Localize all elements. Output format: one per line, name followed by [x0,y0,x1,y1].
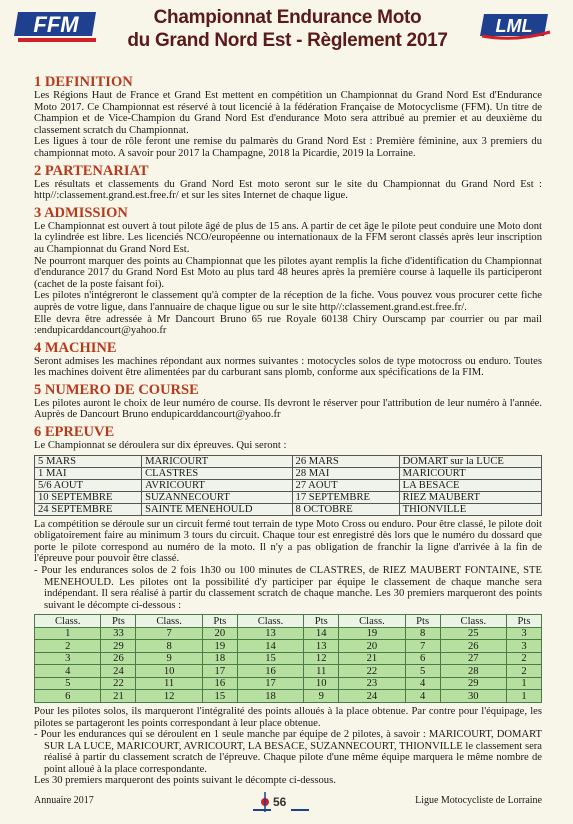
points-cell: 18 [202,652,237,665]
heading-epreuve: 6 EPREUVE [34,424,115,441]
points-header-cell: Class. [339,615,405,628]
calendar-row [35,491,542,503]
page-number-text: 56 [273,795,287,809]
definition-paragraph-1: Les Régions Haut de France et Grand Est mettent en compétition un Championnat du Grand Nord Est d'Endurance Moto 2017. Ce Championnat est réservé à tout licencié à la fédération Française de Motocyclisme (FFM). Un titre de Champion et de Vice-Champion du Grand Nord Est d'endurance Moto sera attribué au premier et au deuxième du classement scratch du Championnat. [34,90,542,136]
calendar-cell: 26 MARS [292,455,399,467]
points-cell: 24 [339,690,405,703]
points-cell: 1 [507,677,542,690]
points-header-cell: Pts [405,615,440,628]
points-cell: 29 [440,677,506,690]
calendar-cell: RIEZ MAUBERT [399,491,541,503]
points-header-cell: Pts [507,615,542,628]
points-cell: 26 [101,652,136,665]
points-cell: 7 [405,640,440,653]
definition-paragraph-2: Les ligues à tour de rôle feront une remise du palmarès du Grand Nord Est : Première féminine, aux 3 premiers du championnat moto. A savoir pour 2017 la Champagne, 2018 la Picardie, 2019 la Lorraine. [34,136,542,159]
calendar-table [34,455,542,516]
calendar-row [35,479,542,491]
page-title [105,6,470,52]
lml-logo [478,6,554,48]
points-cell: 12 [136,690,202,703]
points-cell: 16 [237,665,303,678]
calendar-cell: 27 AOUT [292,479,399,491]
calendar-cell: DOMART sur la LUCE [399,455,541,467]
admission-paragraph-3: Les pilotes n'intégreront le classement qu'à compter de la réception de la fiche. Vous pouvez vous procurer cette fiche auprès de votre ligue, dans l'annuaire de chaque ligue ou sur le site http//:classement.grand.est.free.fr/. [34,290,542,313]
points-cell: 6 [35,690,101,703]
points-cell: 12 [304,652,339,665]
points-table [34,614,542,703]
calendar-cell: MARICOURT [142,455,292,467]
epreuve-intro: Le Championnat se déroulera sur dix épreuves. Qui seront : [34,440,287,452]
calendar-cell: AVRICOURT [142,479,292,491]
points-row [35,640,542,653]
points-cell: 10 [304,677,339,690]
points-cell: 30 [440,690,506,703]
ffm-logo-text: FFM [33,12,79,37]
points-cell: 17 [237,677,303,690]
lml-logo-text: LML [495,16,533,36]
points-cell: 3 [507,640,542,653]
points-cell: 19 [339,627,405,640]
points-cell: 16 [202,677,237,690]
points-cell: 8 [405,627,440,640]
points-header-cell: Class. [440,615,506,628]
points-header-cell: Class. [237,615,303,628]
heading-definition: 1 DEFINITION [34,74,133,90]
points-cell: 26 [440,640,506,653]
points-header-row [35,615,542,628]
points-cell: 22 [339,665,405,678]
points-cell: 11 [304,665,339,678]
calendar-cell: LA BESACE [399,479,541,491]
points-cell: 14 [304,627,339,640]
points-cell: 25 [440,627,506,640]
points-cell: 4 [35,665,101,678]
points-row [35,677,542,690]
calendar-row [35,467,542,479]
points-cell: 13 [237,627,303,640]
footer-right: Ligue Motocycliste de Lorraine [415,795,542,806]
points-header-cell: Pts [101,615,136,628]
title-line-1: Championnat Endurance Moto [153,7,422,28]
calendar-cell: THIONVILLE [399,503,541,515]
points-cell: 8 [136,640,202,653]
calendar-cell: 8 OCTOBRE [292,503,399,515]
points-cell: 2 [35,640,101,653]
points-cell: 9 [304,690,339,703]
points-row [35,665,542,678]
calendar-cell: SAINTE MENEHOULD [142,503,292,515]
numero-paragraph: Les pilotes auront le choix de leur numéro de course. Ils devront le réserver pour l'attribution de leur numéro à l'année. Auprès de Dancourt Bruno endupicarddancourt@yahoo.fr [34,397,542,421]
points-cell: 28 [440,665,506,678]
points-cell: 22 [101,677,136,690]
points-header-cell: Class. [136,615,202,628]
points-row [35,690,542,703]
epreuve-paragraph: La compétition se déroule sur un circuit fermé tout terrain de type Moto Cross ou enduro. Pour être classé, le pilote doit obligatoirement faire au minimum 3 tours du circuit. Chaque tour est enregistré dès lors que le numéro du dossard que porte le pilote correspond au numéro de la moto. Il n'y a pas obligation de franchir la ligne d'arrivée à la fin de l'épreuve pour pouvoir être classé. [34,518,542,565]
points-cell: 14 [237,640,303,653]
heading-machine: 4 MACHINE [34,339,117,356]
admission-paragraph-1: Le Championnat est ouvert à tout pilote âgé de plus de 15 ans. A partir de cet âge le pilote peut conduire une Moto dont la cylindrée est libre. Les licenciés NCO/européenne ou internationaux de la FFM seront classés après leur inscription au Championnat du Grand Nord Est. [34,220,542,255]
calendar-cell: 24 SEPTEMBRE [35,503,142,515]
points-cell: 5 [35,677,101,690]
admission-paragraph-2: Ne pourront marquer des points au Championnat que les pilotes ayant remplis la fiche d'identification du Championnat d'endurance 2017 du Grand Nord Est Moto au plus tard 48 heures après la première course à laquelle ils participeront (cachet de la poste faisant foi). [34,255,542,290]
points-cell: 1 [507,690,542,703]
calendar-cell: 5 MARS [35,455,142,467]
points-cell: 27 [440,652,506,665]
footer-left: Annuaire 2017 [34,795,94,806]
points-cell: 21 [339,652,405,665]
machine-paragraph: Seront admises les machines répondant aux normes suivantes : motocycles solos de type motocross ou enduro. Toutes les machines doivent être alimentées par du carburant sans plomb, conforme aux spécifications de la FIM. [34,355,542,379]
points-cell: 29 [101,640,136,653]
title-line-2: du Grand Nord Est - Règlement 2017 [127,30,448,51]
calendar-row [35,455,542,467]
points-cell: 19 [202,640,237,653]
points-cell: 17 [202,665,237,678]
points-cell: 3 [35,652,101,665]
ffm-logo [14,6,100,48]
points-cell: 21 [101,690,136,703]
points-cell: 2 [507,665,542,678]
points-cell: 9 [136,652,202,665]
calendar-cell: 17 SEPTEMBRE [292,491,399,503]
points-cell: 4 [405,690,440,703]
points-row [35,652,542,665]
points-paragraph: Pour les pilotes solos, ils marqueront l'intégralité des points alloués à la place obtenue. Par contre pour l'équipage, les pilotes se partageront les points correspondant à leur place obtenue. [34,705,542,729]
calendar-cell: MARICOURT [399,467,541,479]
points-cell: 1 [35,627,101,640]
calendar-cell: 28 MAI [292,467,399,479]
points-row [35,627,542,640]
admission-paragraph-4: Elle devra être adressée à Mr Dancourt Bruno 65 rue Royale 60138 Chiry Ourscamp par courrier ou par mail :endupicarddancourt@yahoo.fr [34,313,542,337]
points-header-cell: Pts [202,615,237,628]
calendar-cell: CLASTRES [142,467,292,479]
partenariat-paragraph: Les résultats et classements du Grand Nord Est moto seront sur le site du Championnat du Grand Nord Est : http//:classement.grand.est.free.fr/ et sur les sites Internet de chaque ligue. [34,178,542,202]
points-cell: 33 [101,627,136,640]
points-cell: 15 [202,690,237,703]
points-cell: 7 [136,627,202,640]
points-cell: 15 [237,652,303,665]
calendar-cell: SUZANNECOURT [142,491,292,503]
epreuve-bullet-1: - Pour les endurances solos de 2 fois 1h30 ou 100 minutes de CLASTRES, de RIEZ MAUBERT FONTAINE, STE MENEHOULD. Les pilotes ont la possibilité d'y participer par équipe le classement de chaque manche sera indépendant. Il sera réalisé à partir du classement scratch de chaque manche. Les 30 premiers marqueront des points suivant le décompte ci-dessous : [34,565,542,611]
points-cell: 20 [202,627,237,640]
points-cell: 11 [136,677,202,690]
points-cell: 4 [405,677,440,690]
heading-numero: 5 NUMERO DE COURSE [34,381,199,398]
epreuve-bullet-2: - Pour les endurances qui se déroulent en 1 seule manche par équipe de 2 pilotes, à savoir : MARICOURT, DOMART SUR LA LUCE, MARICOURT, AVRICOURT, LA BESACE, SUZANNECOURT, THIONVILLE le classement sera réalisé à partir du classement scratch de l'épreuve. Chaque pilote d'une même équipe marquera le même nombre de point alloué à la place correspondante. [34,729,542,775]
points-cell: 3 [507,627,542,640]
points-cell: 20 [339,640,405,653]
epreuve-last: Les 30 premiers marqueront des points suivant le décompte ci-dessous. [34,775,336,787]
points-cell: 23 [339,677,405,690]
points-cell: 24 [101,665,136,678]
points-cell: 2 [507,652,542,665]
calendar-cell: 1 MAI [35,467,142,479]
points-header-cell: Class. [35,615,101,628]
page-number [251,790,311,816]
calendar-cell: 10 SEPTEMBRE [35,491,142,503]
calendar-cell: 5/6 AOUT [35,479,142,491]
heading-admission: 3 ADMISSION [34,204,128,221]
points-cell: 10 [136,665,202,678]
points-cell: 6 [405,652,440,665]
rules-content [34,74,542,787]
points-cell: 5 [405,665,440,678]
points-cell: 18 [237,690,303,703]
points-cell: 13 [304,640,339,653]
heading-partenariat: 2 PARTENARIAT [34,162,149,179]
calendar-row [35,503,542,515]
points-header-cell: Pts [304,615,339,628]
